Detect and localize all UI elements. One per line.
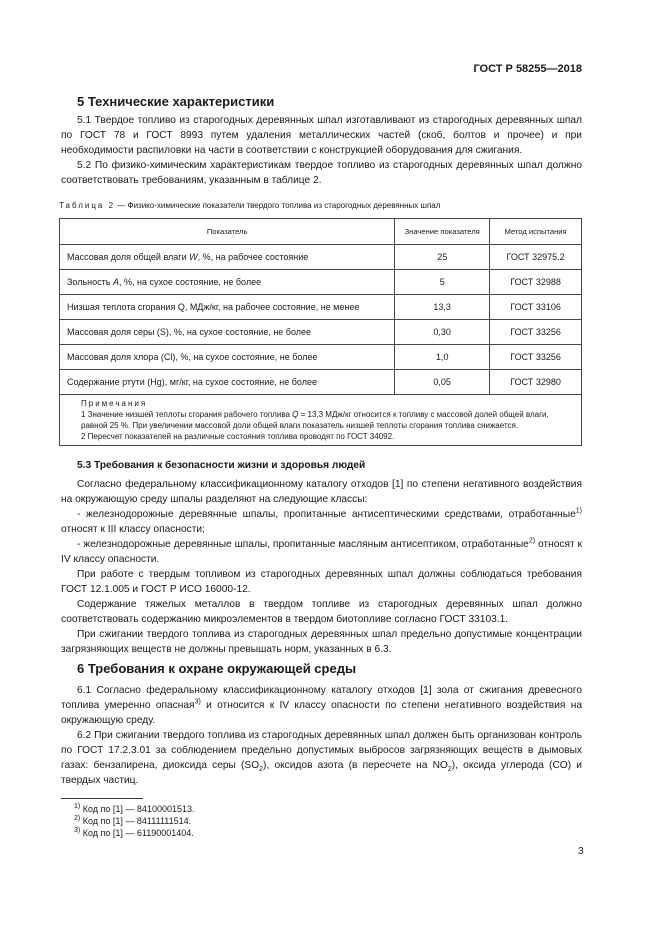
footnote: $^{1)}$ Код по [1] — 84100001513. bbox=[74, 803, 195, 814]
table-row bbox=[60, 320, 582, 345]
method-cell: ГОСТ 33106 bbox=[490, 295, 582, 320]
value-cell: 0,05 bbox=[395, 370, 490, 395]
table-2 bbox=[59, 218, 582, 446]
note-2: 2 Пересчет показателей на различные состояния топлива проводят по ГОСТ 34092. bbox=[81, 432, 395, 441]
value-cell: 1,0 bbox=[395, 345, 490, 370]
column-header-indicator: Показатель bbox=[60, 219, 395, 245]
indicator-cell: Зольность A, %, на сухое состояние, не более bbox=[60, 270, 395, 295]
value-cell: 5 bbox=[395, 270, 490, 295]
column-header-value: Значение показателя bbox=[395, 219, 490, 245]
table-notes-row bbox=[60, 395, 582, 446]
section-5-title: 5 Технические характеристики bbox=[77, 94, 275, 109]
method-cell: ГОСТ 32975.2 bbox=[490, 245, 582, 270]
paragraph: Содержание тяжелых металлов в твердом топливе из старогодных деревянных шпал должно соответствовать содержанию микроэлементов в твердом биотопливе согласно ГОСТ 33103.1. bbox=[61, 599, 582, 625]
section-6-body bbox=[61, 683, 582, 788]
method-cell: ГОСТ 33256 bbox=[490, 320, 582, 345]
table-notes bbox=[60, 395, 582, 446]
table-row bbox=[60, 295, 582, 320]
indicator-cell: Массовая доля серы (S), %, на сухое состояние, не более bbox=[60, 320, 395, 345]
value-cell: 13,3 bbox=[395, 295, 490, 320]
indicator-cell: Массовая доля общей влаги W, %, на рабочее состояние bbox=[60, 245, 395, 270]
paragraph: - железнодорожные деревянные шпалы, пропитанные масляным антисептиком, отработанные$^{2)}$ относят к IV классу опасности. bbox=[61, 537, 582, 565]
paragraph-5-1: 5.1 Твердое топливо из старогодных деревянных шпал изготавливают из старогодных деревянных шпал по ГОСТ 78 и ГОСТ 8993 путем удаления металлических частей (скоб, болтов и прочее) и при необходимости распиловки на части в соответствии с конструкцией оборудования для сжигания. bbox=[61, 115, 582, 156]
footnote: $^{3)}$ Код по [1] — 61190001404. bbox=[74, 827, 194, 838]
document-id-header: ГОСТ Р 58255—2018 bbox=[473, 63, 582, 75]
table-caption-text: — Физико-химические показатели твердого топлива из старогодных деревянных шпал bbox=[115, 201, 441, 210]
note-1: 1 Значение низшей теплоты сгорания рабочего топлива Q = 13,3 МДж/кг относится к топливу с массовой долей общей влаги, равной 25 %. При увеличении массовой доли общей влаги показатель низшей теплоты сгорания топлива снижается. bbox=[81, 410, 549, 430]
method-cell: ГОСТ 33256 bbox=[490, 345, 582, 370]
table-row bbox=[60, 345, 582, 370]
footnotes bbox=[74, 803, 194, 839]
paragraph-6-1: 6.1 Согласно федеральному классификационному каталогу отходов [1] зола от сжигания древесного топлива умеренно опасная$^{3)}$ и относится к IV классу опасности по степени негативного воздействия на окружающую среду. bbox=[61, 685, 582, 726]
table-row bbox=[60, 370, 582, 395]
indicator-cell: Низшая теплота сгорания Q, МДж/кг, на рабочее состояние, не менее bbox=[60, 295, 395, 320]
footnote: $^{2)}$ Код по [1] — 84111111514. bbox=[74, 815, 192, 826]
footnote-divider bbox=[61, 798, 143, 799]
section-5-3-body bbox=[61, 477, 582, 657]
paragraph-5-2: 5.2 По физико-химическим характеристикам твердое топливо из старогодных деревянных шпал должно соответствовать требованиям, указанным в таблице 2. bbox=[61, 160, 582, 186]
section-5-3-title: 5.3 Требования к безопасности жизни и здоровья людей bbox=[77, 460, 366, 471]
notes-title: Примечания bbox=[81, 399, 148, 408]
section-5-body bbox=[61, 113, 582, 188]
value-cell: 25 bbox=[395, 245, 490, 270]
indicator-cell: Массовая доля хлора (Cl), %, на сухое состояние, не более bbox=[60, 345, 395, 370]
value-cell: 0,30 bbox=[395, 320, 490, 345]
table-2-caption bbox=[59, 201, 440, 210]
page-number: 3 bbox=[578, 846, 584, 857]
table-header-row bbox=[60, 219, 582, 245]
table-row bbox=[60, 270, 582, 295]
paragraph: - железнодорожные деревянные шпалы, пропитанные антисептическими средствами, отработанные$^{1)}$ относят к III классу опасности; bbox=[61, 507, 582, 535]
method-cell: ГОСТ 32988 bbox=[490, 270, 582, 295]
table-caption-prefix: Таблица 2 bbox=[59, 201, 116, 210]
section-6-title: 6 Требования к охране окружающей среды bbox=[77, 661, 357, 676]
column-header-method: Метод испытания bbox=[490, 219, 582, 245]
paragraph-6-2: 6.2 При сжигании твердого топлива из старогодных деревянных шпал должен быть организован контроль по ГОСТ 17.2.3.01 за соблюдением предельно допустимых выбросов загрязняющих веществ в дымовых газах: бензапирена, диоксида серы $(SO_2)$, оксидов азота (в пересчете на $NO_2$), оксида углерода (CO) и твердых частиц. bbox=[61, 730, 582, 786]
indicator-cell: Содержание ртути (Hg), мг/кг, на сухое состояние, не более bbox=[60, 370, 395, 395]
paragraph: Согласно федеральному классификационному каталогу отходов [1] по степени негативного воздействия на окружающую среду шпалы разделяют на следующие классы: bbox=[61, 479, 582, 505]
paragraph: При работе с твердым топливом из старогодных деревянных шпал должны соблюдаться требования ГОСТ 12.1.005 и ГОСТ Р ИСО 16000-12. bbox=[61, 569, 582, 595]
method-cell: ГОСТ 32980 bbox=[490, 370, 582, 395]
paragraph: При сжигании твердого топлива из старогодных деревянных шпал предельно допустимые концентрации загрязняющих веществ не должны превышать норм, указанных в 6.3. bbox=[61, 629, 582, 655]
table-row bbox=[60, 245, 582, 270]
